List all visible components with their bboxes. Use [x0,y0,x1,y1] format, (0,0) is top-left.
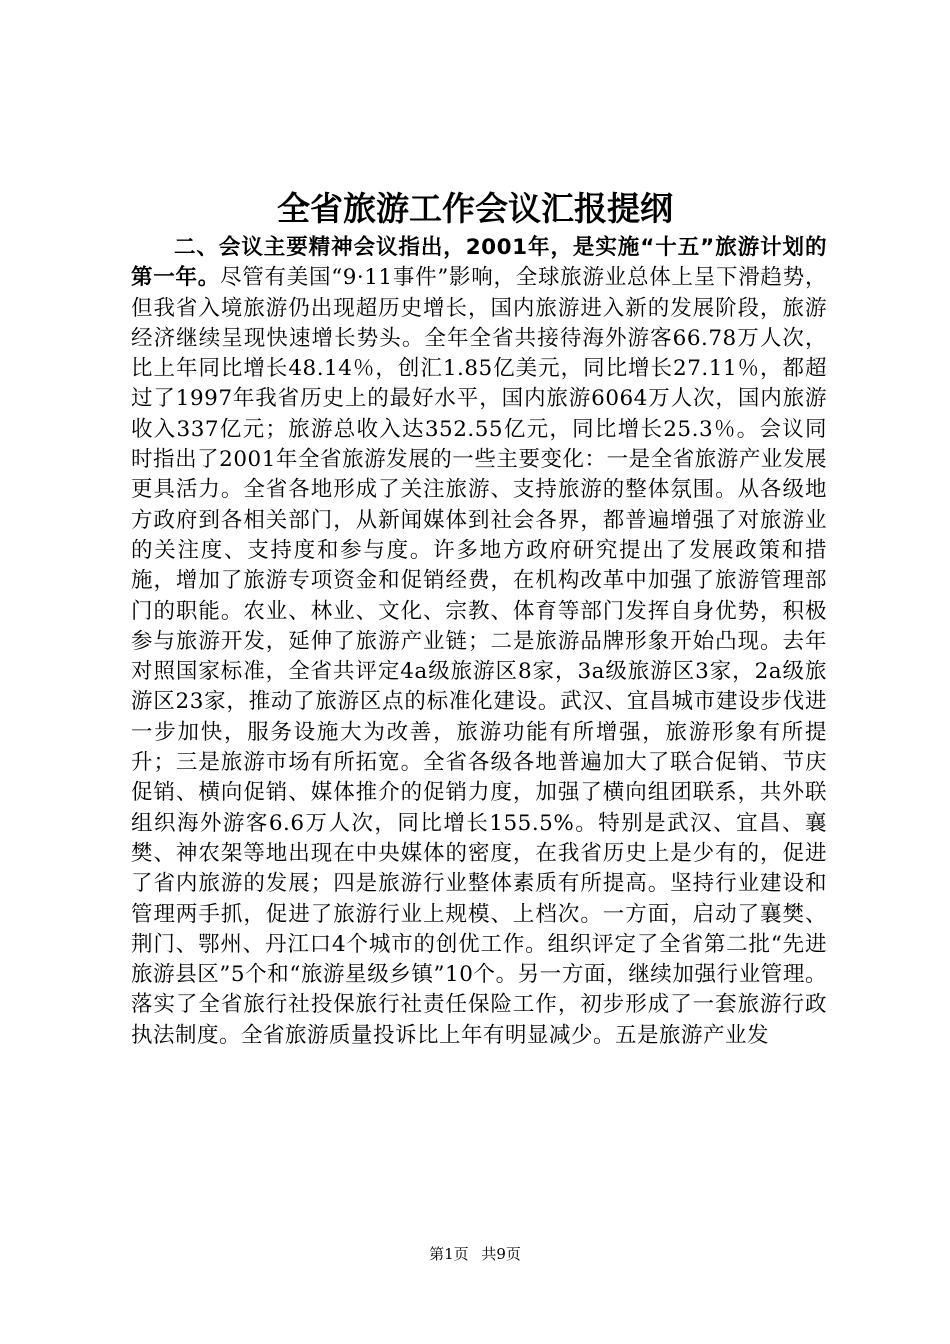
page-total: 共9页 [481,1245,521,1263]
document-title: 全省旅游工作会议汇报提纲 [277,189,673,228]
page-number: 第1页 [429,1245,469,1263]
lead-sentence: 二、会议主要精神会议指出，2001年，是实施“十五”旅游计划的第一年。 [131,235,827,291]
body-text: 尽管有美国“9·11事件”影响，全球旅游业总体上呈下滑趋势，但我省入境旅游仍出现超历史增长，国内旅游进入新的发展阶段，旅游经济继续呈现快速增长势头。全年全省共接待海外游客66.78万人次，比上年同比增长48.14％，创汇1.85亿美元，同比增长27.11％，都超过了1997年我省历史上的最好水平，国内旅游6064万人次，国内旅游收入337亿元；旅游总收入达352.55亿元，同比增长25.3％。会议同时指出了2001年全省旅游发展的一些主要变化：一是全省旅游产业发展更具活力。全省各地形成了关注旅游、支持旅游的整体氛围。从各级地方政府到各相关部门，从新闻媒体到社会各界，都普遍增强了对旅游业的关注度、支持度和参与度。许多地方政府研究提出了发展政策和措施，增加了旅游专项资金和促销经费，在机构改革中加强了旅游管理部门的职能。农业、林业、文化、宗教、体育等部门发挥自身优势，积极参与旅游开发，延伸了旅游产业链；二是旅游品牌形象开始凸现。去年对照国家标准，全省共评定4a级旅游区8家，3a级旅游区3家，2a级旅游区23家，推动了旅游区点的标准化建设。武汉、宜昌城市建设步伐进一步加快，服务设施大为改善，旅游功能有所增强，旅游形象有所提升；三是旅游市场有所拓宽。全省各级各地普遍加大了联合促销、节庆促销、横向促销、媒体推介的促销力度，加强了横向组团联系，共外联组织海外游客6.6万人次，同比增长155.5%。特别是武汉、宜昌、襄樊、神农架等地出现在中央媒体的密度，在我省历史上是少有的，促进了省内旅游的发展；四是旅游行业整体素质有所提高。坚持行业建设和管理两手抓，促进了旅游行业上规模、上档次。一方面，启动了襄樊、荆门、鄂州、丹江口4个城市的创优工作。组织评定了全省第二批“先进旅游县区”5个和“旅游星级乡镇”10个。另一方面，继续加强行业管理。落实了全省旅行社投保旅行社责任保险工作，初步形成了一套旅游行政执法制度。全省旅游质量投诉比上年有明显减少。五是旅游产业发 [131,265,827,1048]
body-paragraph [131,233,827,1051]
page-footer [0,1244,950,1264]
